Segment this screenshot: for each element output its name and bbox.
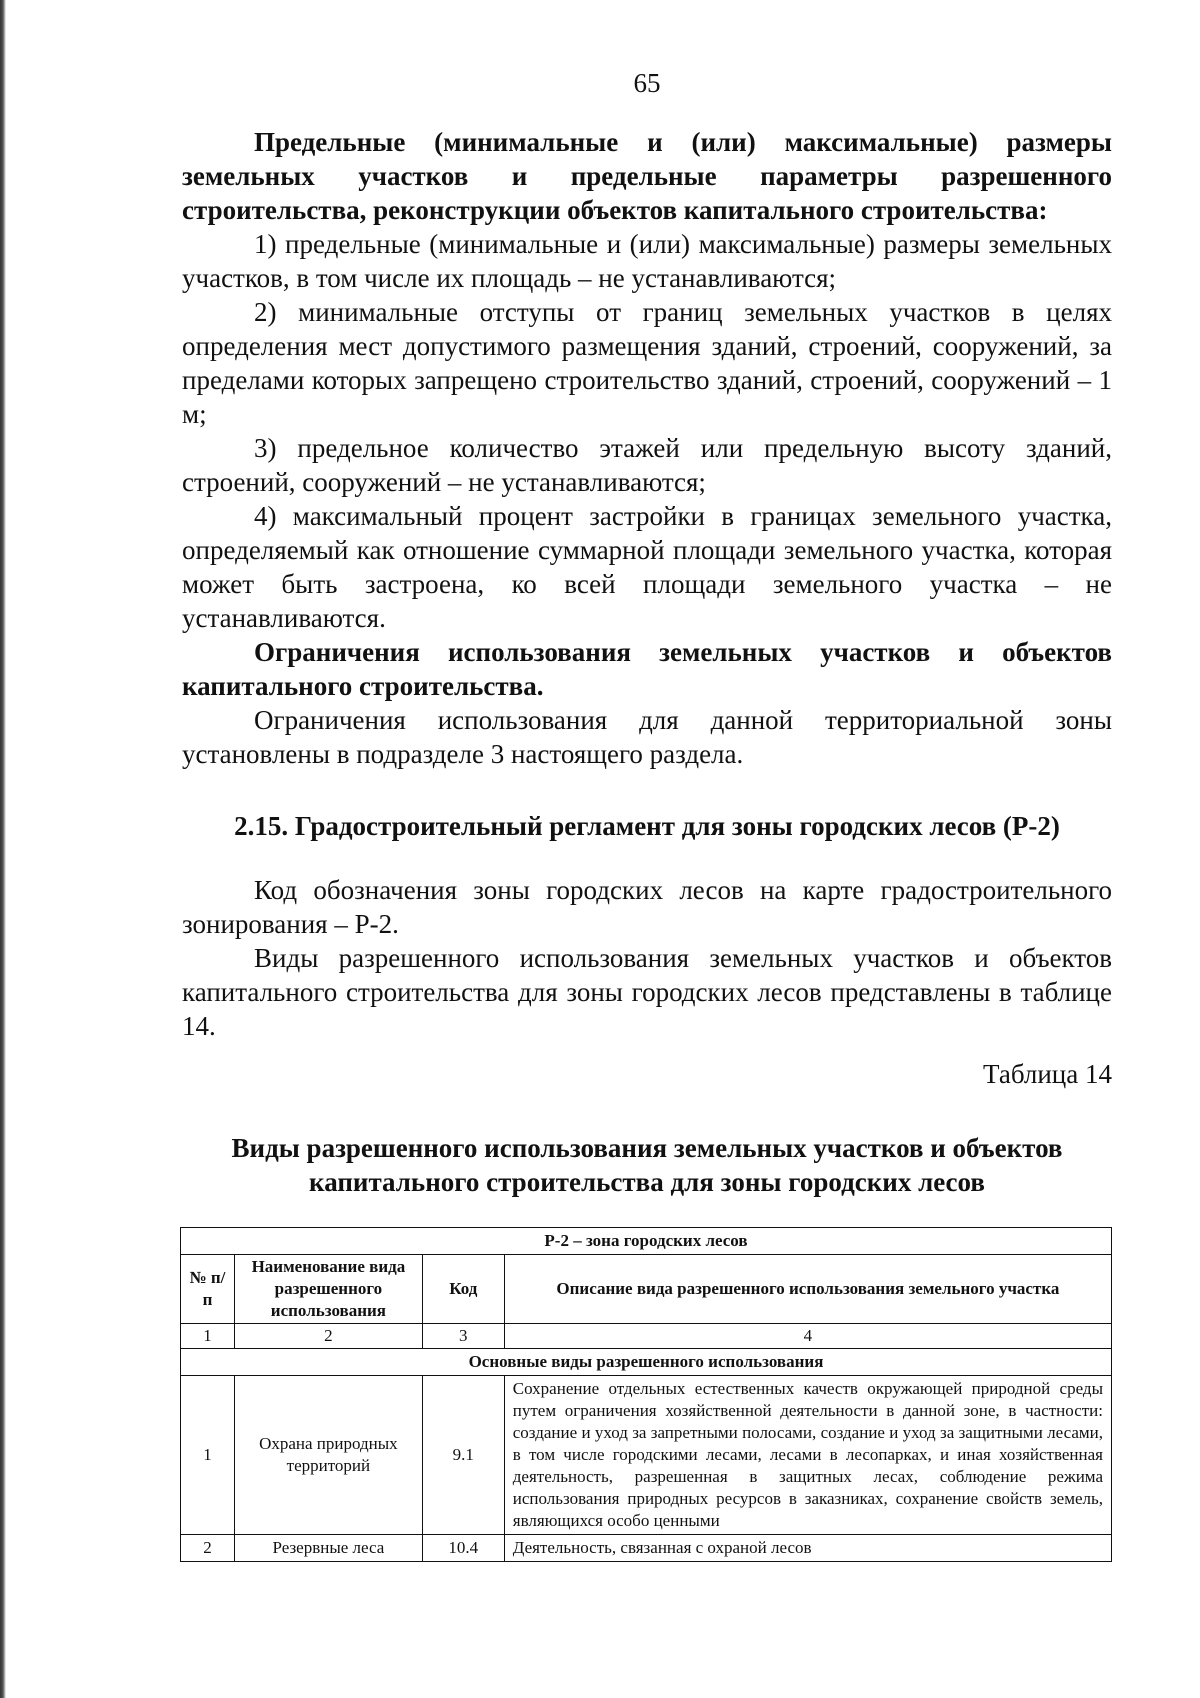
row-desc: Деятельность, связанная с охраной лесов: [504, 1535, 1111, 1562]
table-row: [181, 1376, 1112, 1535]
row-code: 10.4: [422, 1535, 504, 1562]
table-title-line-2: капитального строительства для зоны городских лесов: [309, 1167, 985, 1197]
col-number: 1: [181, 1324, 235, 1349]
section-para-1: Код обозначения зоны городских лесов на карте градостроительного зонирования – Р-2.: [182, 875, 1112, 939]
document-page: [182, 60, 1112, 1562]
limits-item-1: 1) предельные (минимальные и (или) максимальные) размеры земельных участков, в том числе их площадь – не устанавливаются;: [182, 229, 1112, 293]
page-number: 65: [633, 68, 661, 98]
col-number: 2: [234, 1324, 422, 1349]
row-num: 1: [181, 1376, 235, 1535]
table-title-line-1: Виды разрешенного использования земельных участков и объектов: [231, 1133, 1063, 1163]
col-number: 4: [504, 1324, 1111, 1349]
table-label: Таблица 14: [983, 1059, 1112, 1089]
row-num: 2: [181, 1535, 235, 1562]
header-desc: Описание вида разрешенного использования земельного участка: [504, 1255, 1111, 1324]
table-title: [182, 1131, 1112, 1199]
section-row: [181, 1349, 1112, 1376]
column-header-row: [181, 1255, 1112, 1324]
column-number-row: [181, 1324, 1112, 1349]
row-name: Резервные леса: [234, 1535, 422, 1562]
land-use-table: [180, 1227, 1112, 1562]
limits-item-4: 4) максимальный процент застройки в границах земельного участка, определяемый как отношение суммарной площади земельного участка, которая может быть застроена, ко всей площади земельного участка – не устанавливаются.: [182, 501, 1112, 633]
limits-item-3: 3) предельное количество этажей или предельную высоту зданий, строений, сооружений – не устанавливаются;: [182, 433, 1112, 497]
restrictions-heading: Ограничения использования земельных участков и объектов капитального строительства.: [182, 637, 1112, 701]
limits-heading: Предельные (минимальные и (или) максимальные) размеры земельных участков и предельные параметры разрешенного строительства, реконструкции объектов капитального строительства:: [182, 127, 1112, 225]
scan-edge: [0, 0, 6, 1698]
section-para-2: Виды разрешенного использования земельных участков и объектов капитального строительства для зоны городских лесов представлены в таблице 14.: [182, 943, 1112, 1041]
section-title: 2.15. Градостроительный регламент для зоны городских лесов (Р-2): [234, 811, 1060, 841]
header-code: Код: [422, 1255, 504, 1324]
table-row: [181, 1535, 1112, 1562]
section-label: Основные виды разрешенного использования: [181, 1349, 1112, 1376]
zone-header-row: [181, 1228, 1112, 1255]
header-name: Наименование вида разрешенного использования: [234, 1255, 422, 1324]
row-code: 9.1: [422, 1376, 504, 1535]
limits-item-2: 2) минимальные отступы от границ земельных участков в целях определения мест допустимого размещения зданий, строений, сооружений, за пределами которых запрещено строительство зданий, строений, сооружений – 1 м;: [182, 297, 1112, 429]
zone-header: Р-2 – зона городских лесов: [181, 1228, 1112, 1255]
header-num: № п/п: [181, 1255, 235, 1324]
row-name: Охрана природных территорий: [234, 1376, 422, 1535]
restrictions-text: Ограничения использования для данной территориальной зоны установлены в подразделе 3 настоящего раздела.: [182, 705, 1112, 769]
row-desc: Сохранение отдельных естественных качеств окружающей природной среды путем ограничения хозяйственной деятельности в данной зоне, в частности: создание и уход за запретными полосами, создание и уход за защитными лесами, в том числе городскими лесами, лесами в лесопарках, и иная хозяйственная деятельность, разрешенная в защитных лесах, соблюдение режима использования природных ресурсов в заказниках, сохранение свойств земель, являющихся особо ценными: [504, 1376, 1111, 1535]
col-number: 3: [422, 1324, 504, 1349]
